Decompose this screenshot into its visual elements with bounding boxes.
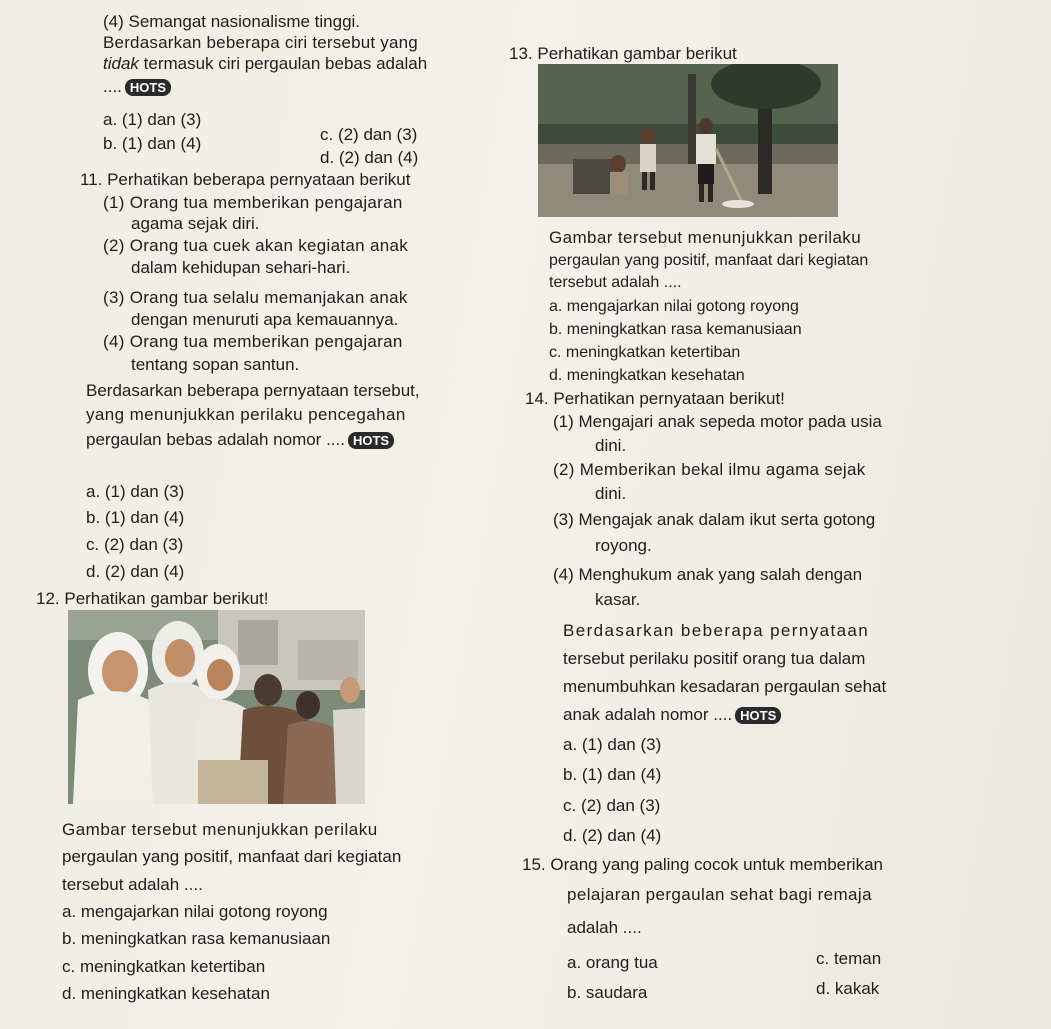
q10-choice-b: b. (1) dan (4) <box>103 134 202 153</box>
q11-choice-a: a. (1) dan (3) <box>86 482 185 501</box>
q11-statement-4a: (4) Orang tua memberikan pengajaran <box>103 332 403 351</box>
q11-statement-3b: dengan menuruti apa kemauannya. <box>131 310 399 329</box>
q10-stem-line3 <box>103 77 171 97</box>
q14-choice-c: c. (2) dan (3) <box>563 796 661 815</box>
q15-choice-a: a. orang tua <box>567 953 658 972</box>
q14-stem-line3: menumbuhkan kesadaran pergaulan sehat <box>563 677 887 696</box>
q10-choice-a: a. (1) dan (3) <box>103 110 202 129</box>
q11-choice-d: d. (2) dan (4) <box>86 562 185 581</box>
q15-title-line3: adalah .... <box>567 918 642 937</box>
q15-choice-c: c. teman <box>816 949 882 968</box>
q13-stem-line3: tersebut adalah .... <box>549 274 682 291</box>
q14-stem-text: anak adalah nomor .... <box>563 705 733 724</box>
q10-stem-rest: termasuk ciri pergaulan bebas adalah <box>138 54 428 73</box>
q10-stem-italic: tidak <box>103 54 139 73</box>
q10-stem-line1: Berdasarkan beberapa ciri tersebut yang <box>103 33 418 52</box>
q13-stem-line1: Gambar tersebut menunjukkan perilaku <box>549 228 862 247</box>
q10-option-4: (4) Semangat nasionalisme tinggi. <box>103 12 361 31</box>
q15-choice-d: d. kakak <box>816 979 880 998</box>
q12-stem-line3: tersebut adalah .... <box>62 875 203 894</box>
q11-statement-1a: (1) Orang tua memberikan pengajaran <box>103 193 403 212</box>
q14-choice-b: b. (1) dan (4) <box>563 765 662 784</box>
q14-stem-line4 <box>563 705 781 725</box>
q10-stem-line2 <box>103 54 427 74</box>
q14-statement-1a: (1) Mengajari anak sepeda motor pada usia <box>553 412 882 431</box>
q13-choice-c: c. meningkatkan ketertiban <box>549 344 741 361</box>
hots-badge: HOTS <box>348 432 394 449</box>
q14-title: 14. Perhatikan pernyataan berikut! <box>525 389 785 408</box>
q12-choice-b: b. meningkatkan rasa kemanusiaan <box>62 929 331 948</box>
q14-statement-4b: kasar. <box>595 590 641 609</box>
q11-statement-3a: (3) Orang tua selalu memanjakan anak <box>103 288 408 307</box>
q10-choice-c: c. (2) dan (3) <box>320 125 418 144</box>
q14-statement-1b: dini. <box>595 436 627 455</box>
q11-stem-line1: Berdasarkan beberapa pernyataan tersebut, <box>86 381 420 400</box>
q11-stem-line2: yang menunjukkan perilaku pencegahan <box>86 405 406 424</box>
q13-choice-d: d. meningkatkan kesehatan <box>549 367 745 384</box>
q14-stem-line2: tersebut perilaku positif orang tua dalam <box>563 649 866 668</box>
q13-photo-community-cleaning <box>538 64 838 217</box>
q14-choice-a: a. (1) dan (3) <box>563 735 662 754</box>
hots-badge: HOTS <box>125 79 171 96</box>
q14-choice-d: d. (2) dan (4) <box>563 826 662 845</box>
q14-statement-3a: (3) Mengajak anak dalam ikut serta gotong <box>553 510 876 529</box>
q12-choice-d: d. meningkatkan kesehatan <box>62 984 270 1003</box>
q12-stem-line2: pergaulan yang positif, manfaat dari kegiatan <box>62 847 402 866</box>
q11-choice-c: c. (2) dan (3) <box>86 535 184 554</box>
q14-statement-3b: royong. <box>595 536 652 555</box>
q12-photo-students-charity <box>68 610 365 804</box>
q14-statement-2a: (2) Memberikan bekal ilmu agama sejak <box>553 460 866 479</box>
q15-choice-b: b. saudara <box>567 983 648 1002</box>
q11-statement-2a: (2) Orang tua cuek akan kegiatan anak <box>103 236 409 255</box>
q14-statement-2b: dini. <box>595 484 627 503</box>
q11-stem-line3 <box>86 430 394 450</box>
q14-statement-4a: (4) Menghukum anak yang salah dengan <box>553 565 863 584</box>
q11-stem-text: pergaulan bebas adalah nomor .... <box>86 430 345 449</box>
q10-choice-d: d. (2) dan (4) <box>320 148 419 167</box>
q11-statement-4b: tentang sopan santun. <box>131 355 300 374</box>
q11-statement-1b: agama sejak diri. <box>131 214 260 233</box>
q13-choice-a: a. mengajarkan nilai gotong royong <box>549 298 799 315</box>
q12-choice-c: c. meningkatkan ketertiban <box>62 957 266 976</box>
q10-ellipsis: .... <box>103 77 122 96</box>
q12-choice-a: a. mengajarkan nilai gotong royong <box>62 902 328 921</box>
q13-title: 13. Perhatikan gambar berikut <box>509 44 737 63</box>
q14-stem-line1: Berdasarkan beberapa pernyataan <box>563 621 870 640</box>
q11-choice-b: b. (1) dan (4) <box>86 508 185 527</box>
q15-title-line2: pelajaran pergaulan sehat bagi remaja <box>567 885 872 904</box>
q12-title: 12. Perhatikan gambar berikut! <box>36 589 269 608</box>
q13-stem-line2: pergaulan yang positif, manfaat dari kegiatan <box>549 252 869 269</box>
q12-stem-line1: Gambar tersebut menunjukkan perilaku <box>62 820 378 839</box>
q13-choice-b: b. meningkatkan rasa kemanusiaan <box>549 321 802 338</box>
hots-badge: HOTS <box>735 707 781 724</box>
q11-statement-2b: dalam kehidupan sehari-hari. <box>131 258 351 277</box>
q15-title-line1: 15. Orang yang paling cocok untuk memberikan <box>522 855 883 874</box>
q11-title: 11. Perhatikan beberapa pernyataan berikut <box>80 170 411 189</box>
